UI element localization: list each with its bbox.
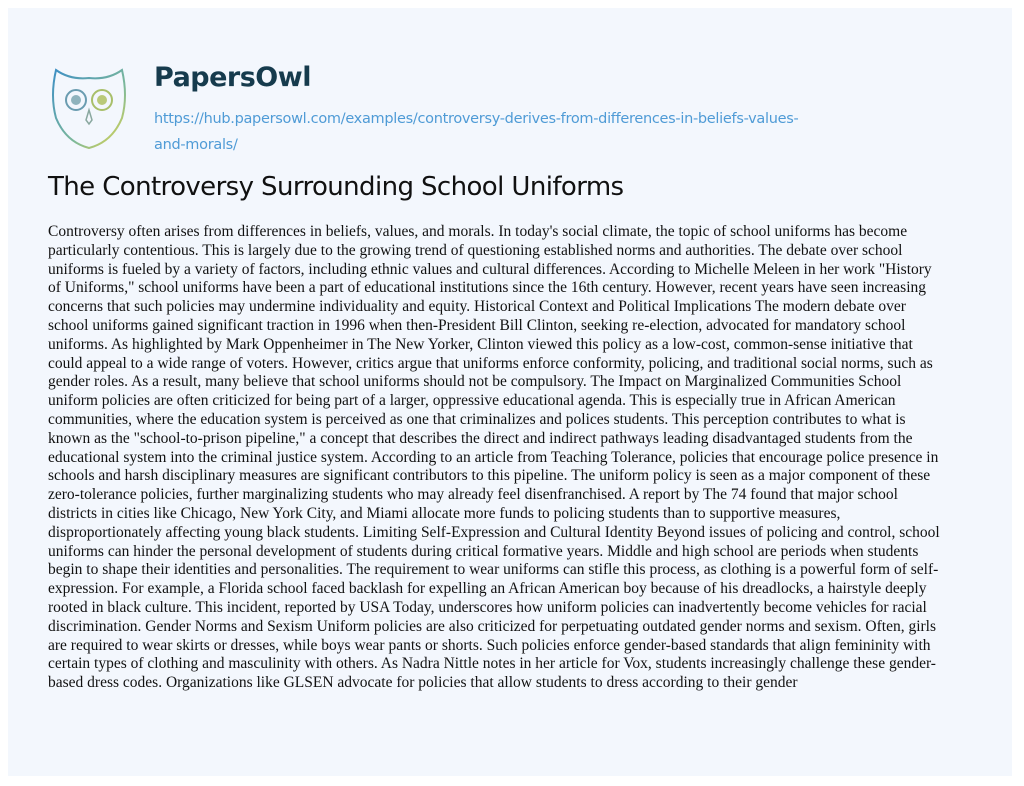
body-text-line: concerns that such policies may undermine individuality and equity. Historical Context and Political Implications The modern debate over [48,298,906,316]
body-text-line: Controversy often arises from differences in beliefs, values, and morals. In today's social climate, the topic of school uniforms has become [48,223,908,240]
body-text-line: communities, where the education system is perceived as one that criminalizes and polices students. This perception contributes to what is [48,410,906,428]
body-text-line: could appeal to a wide range of voters. However, critics argue that uniforms enforce conformity, policing, and traditional social norms, such as [48,354,933,372]
owl-logo-icon [50,66,128,150]
brand-name: PapersOwl [154,62,311,93]
body-text-line: zero-tolerance policies, further marginalizing students who may already feel disenfranchised. A report by The 74 found that major school [48,486,898,504]
body-text-line: uniforms can hinder the personal development of students during critical formative years. Middle and high school are periods when students [48,542,919,560]
body-text-line: disproportionately affecting young black students. Limiting Self-Expression and Cultural Identity Beyond issues of policing and control, school [48,523,940,541]
body-text-line: districts in cities like Chicago, New York City, and Miami allocate more funds to policing students than to supportive measures, [48,504,841,522]
body-text-line: uniforms is fueled by a variety of factors, including ethnic values and cultural differences. According to Michelle Meleen in her work "History [48,260,932,278]
body-text-line: school uniforms gained significant traction in 1996 when then-President Bill Clinton, seeking re-election, advocated for mandatory school [48,316,906,334]
body-text-line: rooted in black culture. This incident, reported by USA Today, underscores how uniform policies can inadvertently become vehicles for racial [48,598,927,616]
body-text-line: begin to shape their identities and personalities. The requirement to wear uniforms can stifle this process, as clothing is a powerful form of self- [48,561,939,579]
essay-body [48,223,940,693]
body-text-line: uniform policies are often criticized for being part of a larger, oppressive educational agenda. This is especially true in African American [48,392,896,410]
body-text-line: uniforms. As highlighted by Mark Oppenheimer in The New Yorker, Clinton viewed this policy as a low-cost, common-sense initiative that [48,335,913,353]
body-text-line: gender roles. As a result, many believe that school uniforms should not be compulsory. The Impact on Marginalized Communities School [48,373,902,391]
body-text-line: particularly contentious. This is largely due to the growing trend of questioning established norms and authorities. The debate over school [48,241,903,259]
body-text-line: based dress codes. Organizations like GLSEN advocate for policies that allow students to dress according to their gender [48,674,798,692]
body-text-line: schools and harsh disciplinary measures are significant contributors to this pipeline. The uniform policy is seen as a major component of these [48,467,931,485]
body-text-line: known as the "school-to-prison pipeline," a concept that describes the direct and indirect pathways leading disadvantaged students from the [48,429,913,447]
source-url-link[interactable] [154,106,954,158]
body-text-line: educational system into the criminal justice system. According to an article from Teaching Tolerance, policies that encourage police presence in [48,448,939,466]
page-title: The Controversy Surrounding School Uniforms [48,172,624,202]
body-text-line: are required to wear skirts or dresses, while boys wear pants or shorts. Such policies enforce gender-based standards that align femininity with [48,636,931,654]
body-text-line: of Uniforms," school uniforms have been a part of educational institutions since the 16th century. However, recent years have seen increasing [48,279,927,297]
body-text-line: discrimination. Gender Norms and Sexism Uniform policies are also criticized for perpetuating outdated gender norms and sexism. Often, girls [48,617,937,635]
url-line: and-morals/ [154,137,238,153]
body-text-line: certain types of clothing and masculinity with others. As Nadra Nittle notes in her article for Vox, students increasingly challenge these gender- [48,655,936,673]
url-line: https://hub.papersowl.com/examples/controversy-derives-from-differences-in-beliefs-values- [154,111,799,127]
body-text-line: expression. For example, a Florida school faced backlash for expelling an African American boy because of his dreadlocks, a hairstyle deeply [48,580,927,598]
